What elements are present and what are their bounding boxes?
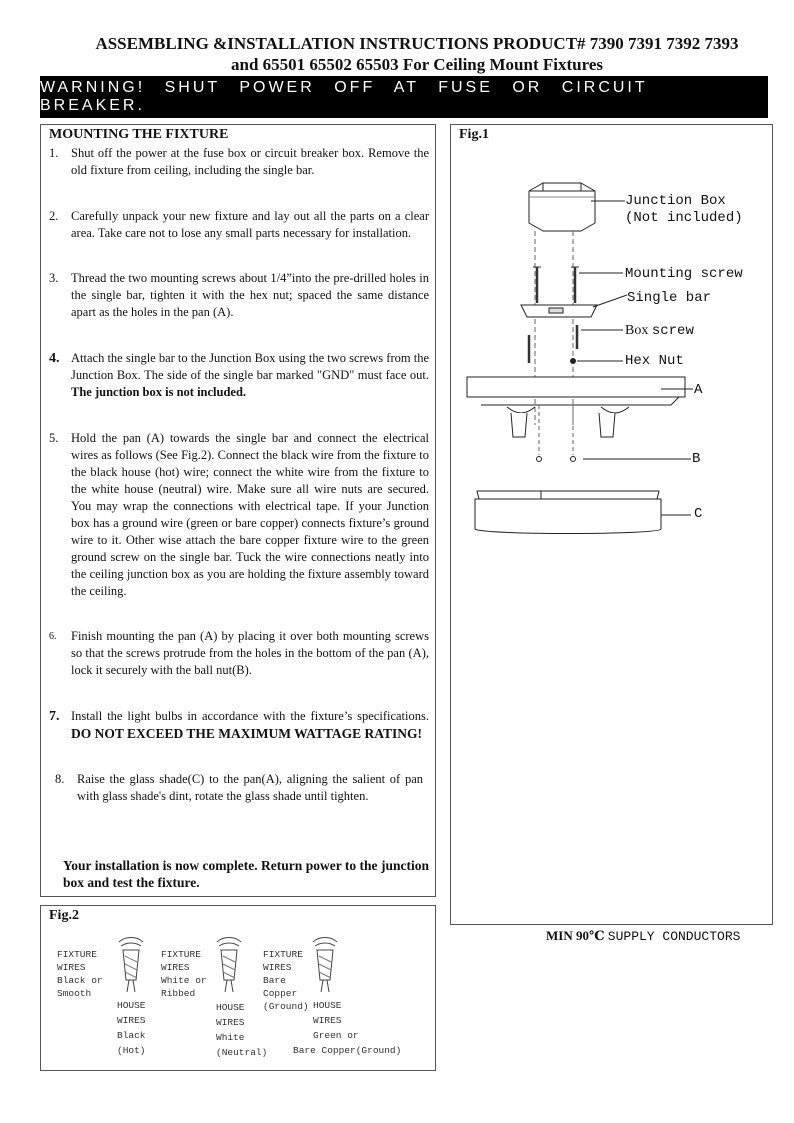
callout-box-screw-part2: screw: [651, 323, 694, 339]
callout-mounting-screw: Mounting screw: [625, 266, 743, 282]
wire-label-line: White or: [161, 975, 207, 986]
callout-b: B: [692, 451, 701, 467]
wire-label-line: Black or: [57, 975, 103, 986]
wire-label-line: (Hot): [117, 1045, 146, 1056]
wire-label-line: WIRES: [263, 962, 292, 973]
warning-banner: WARNING! SHUT POWER OFF AT FUSE OR CIRCUIT BREAKER.: [40, 76, 768, 118]
wire-label-line: WIRES: [57, 962, 86, 973]
figure-1-panel: [450, 124, 773, 925]
step-text-bold: The junction box is not included.: [71, 385, 247, 399]
step-text: [71, 350, 429, 401]
hex-nut-drawing: [571, 359, 576, 364]
wire-label-line: (Ground): [263, 1001, 309, 1012]
mounting-instructions-panel: [40, 124, 436, 897]
step-6: [49, 628, 429, 679]
step-3: [49, 270, 429, 321]
wire-label-line: Green or: [313, 1030, 359, 1041]
callout-c: C: [694, 506, 703, 522]
wire-nut-2-drawing: [217, 938, 241, 993]
page-subtitle: and 65501 65502 65503 For Ceiling Mount Fixtures: [231, 55, 603, 74]
callout-hex-nut: Hex Nut: [625, 353, 684, 369]
junction-box-drawing: [529, 183, 595, 231]
supply-conductors-note: [546, 928, 740, 944]
house-wires-ground-label: [293, 998, 401, 1058]
box-screw-drawing: [529, 325, 577, 363]
wire-label-line: FIXTURE: [263, 949, 303, 960]
house-wires-black-label: [117, 998, 146, 1058]
wire-label-line: WIRES: [117, 1015, 146, 1026]
house-wires-white-label: [216, 1000, 267, 1060]
step-text: Shut off the power at the fuse box or circuit breaker box. Remove the old fixture from ceiling, including the single bar.: [71, 146, 429, 177]
callout-box-screw: [625, 323, 694, 339]
wire-label-line: HOUSE: [117, 1000, 146, 1011]
wire-label-line: (Neutral): [216, 1047, 268, 1058]
wire-label-line: Black: [117, 1030, 146, 1041]
wire-label-line: Ribbed: [161, 988, 196, 999]
step-text-bold: DO NOT EXCEED THE MAXIMUM WATTAGE RATING!: [71, 726, 423, 741]
step-text: Thread the two mounting screws about 1/4”into the pre-drilled holes in the single bar, tighten it with the hex nut; spaced the same distance apart as the holes in the pan (A).: [71, 271, 429, 319]
callout-junction-box: Junction Box: [625, 193, 726, 209]
wire-label-line: WIRES: [161, 962, 190, 973]
wire-label-line: FIXTURE: [57, 949, 97, 960]
wire-label-line: WIRES: [313, 1015, 342, 1026]
glass-shade-drawing: [475, 491, 661, 534]
wire-nut-3-drawing: [313, 938, 337, 993]
single-bar-drawing: [521, 305, 597, 317]
exploded-assembly-diagram: [451, 125, 774, 926]
section-title: MOUNTING THE FIXTURE: [49, 127, 229, 142]
fixture-wires-black-label: [57, 948, 103, 1000]
wire-nut-1-drawing: [119, 938, 143, 993]
wire-label-line: Copper: [263, 988, 298, 999]
step-4: [49, 350, 429, 401]
step-number: 1.: [49, 146, 59, 160]
step-text-body: Attach the single bar to the Junction Box using the two screws from the Junction Box. The side of the single bar marked "GND" must face out.: [71, 351, 429, 382]
step-number: 6.: [49, 631, 57, 642]
step-number: 5.: [49, 431, 59, 445]
step-7: [49, 708, 429, 743]
supply-text: SUPPLY CONDUCTORS: [607, 929, 741, 944]
wire-label-line: FIXTURE: [161, 949, 201, 960]
callout-box-screw-part1: Box: [625, 323, 649, 338]
step-text-body: Install the light bulbs in accordance with the fixture’s specifications.: [71, 709, 429, 723]
step-text: Raise the glass shade(C) to the pan(A), aligning the salient of pan with glass shade's dint, rotate the glass shade until tighten.: [77, 772, 423, 803]
step-number: 4.: [49, 351, 60, 366]
wire-label-line: HOUSE: [216, 1002, 245, 1013]
supply-temp: MIN 90℃: [546, 928, 605, 943]
page-title: ASSEMBLING &INSTALLATION INSTRUCTIONS PRODUCT# 7390 7391 7392 7393: [95, 34, 739, 53]
callout-single-bar: Single bar: [627, 290, 712, 306]
step-text: [71, 708, 429, 743]
figure-label: Fig.2: [49, 908, 79, 923]
step-number: 7.: [49, 709, 60, 724]
ball-nut-drawing: [537, 405, 576, 462]
figure-2-panel: [40, 905, 436, 1071]
wire-label-line: Smooth: [57, 988, 92, 999]
callout-not-included: (Not included): [625, 210, 743, 226]
step-text: Finish mounting the pan (A) by placing it over both mounting screws so that the screws protrude from the holes in the bottom of the pan (A), lock it securely with the ball nut(B).: [71, 629, 429, 677]
step-2: [49, 208, 429, 242]
figure-label: Fig.1: [459, 127, 489, 142]
step-text: Hold the pan (A) towards the single bar and connect the electrical wires as follows (See Fig.2). Connect the black wire from the fixture to the black house (hot) wire; connect the white wire from the fixture to the white house (neutral) wire. Make sure all wire nuts are secured. You may wrap the connections with electrical tape. If your Junction box has a ground wire (green or bare copper) connects fixture’s ground wire to it. Other wise attach the bare copper fixture wire to the green ground screw on the single bar. Tuck the wire connections neatly into the ceiling junction box as you are holding the fixture assembly toward the ceiling.: [71, 431, 429, 598]
step-5: [49, 430, 429, 600]
step-number: 8.: [55, 772, 65, 786]
wire-label-line: Bare: [263, 975, 286, 986]
step-number: 2.: [49, 209, 59, 223]
step-number: 3.: [49, 271, 59, 285]
fixture-wires-white-label: [161, 948, 207, 1000]
wire-label-line: Bare Copper(Ground): [293, 1045, 402, 1056]
mounting-screw-drawing: [533, 267, 579, 303]
wire-label-line: White: [216, 1032, 245, 1043]
wire-label-line: WIRES: [216, 1017, 245, 1028]
step-1: [49, 145, 429, 179]
step-text: Carefully unpack your new fixture and lay out all the parts on a clear area. Take care not to lose any small parts necessary for installation.: [71, 209, 429, 240]
completion-note: Your installation is now complete. Return power to the junction box and test the fixture.: [63, 858, 429, 890]
callout-a: A: [694, 382, 703, 398]
wire-label-line: HOUSE: [313, 1000, 342, 1011]
step-8: [49, 771, 423, 805]
pan-a-drawing: [467, 377, 685, 437]
